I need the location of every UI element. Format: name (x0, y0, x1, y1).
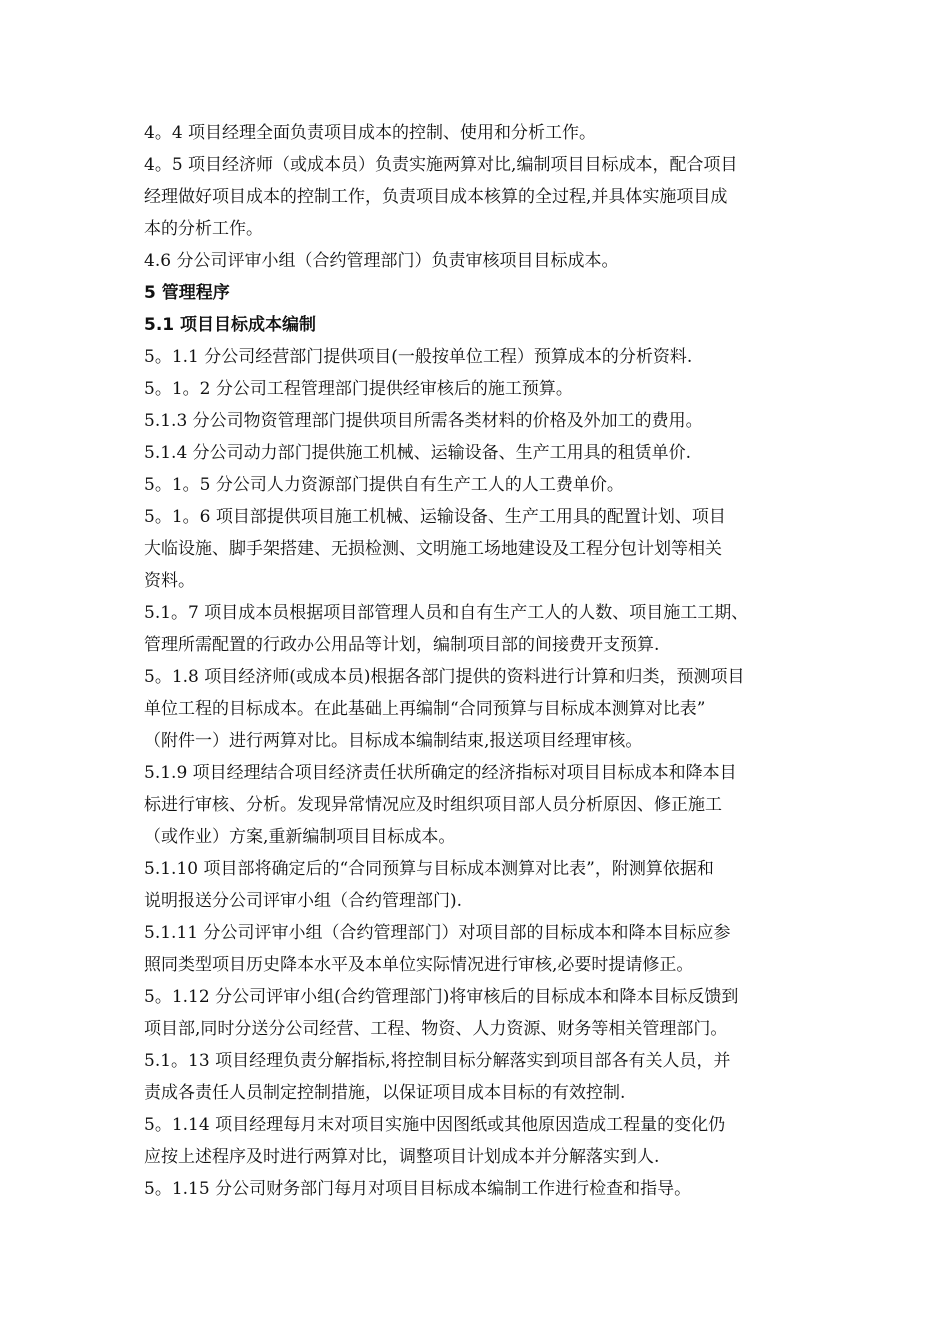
paragraph (144, 1173, 809, 1205)
text-line: 本的分析工作。 (144, 219, 263, 239)
text-line: （附件一）进行两算对比。目标成本编制结束,报送项目经理审核。 (144, 731, 643, 751)
text-line: 大临设施、脚手架搭建、无损检测、文明施工场地建设及工程分包计划等相关 (144, 539, 722, 559)
text-line: 项目部,同时分送分公司经营、工程、物资、人力资源、财务等相关管理部门。 (144, 1019, 728, 1039)
paragraph (144, 149, 809, 245)
text-line: 5。1。5 分公司人力资源部门提供自有生产工人的人工费单价。 (144, 475, 624, 495)
text-line: 说明报送分公司评审小组（合约管理部门). (144, 891, 463, 911)
document-body (144, 117, 809, 1205)
section-heading (144, 309, 809, 341)
text-line: 5.1。7 项目成本员根据项目部管理人员和自有生产工人的人数、项目施工工期、 (144, 603, 749, 623)
text-line: 5。1.1 分公司经营部门提供项目(一般按单位工程）预算成本的分析资料. (144, 347, 693, 367)
paragraph (144, 405, 809, 437)
paragraph (144, 757, 809, 853)
text-line: 5 管理程序 (144, 283, 230, 303)
paragraph (144, 341, 809, 373)
text-line: 5。1。6 项目部提供项目施工机械、运输设备、生产工用具的配置计划、项目 (144, 507, 726, 527)
text-line: 应按上述程序及时进行两算对比，调整项目计划成本并分解落实到人. (144, 1147, 660, 1167)
paragraph (144, 437, 809, 469)
text-line: 5.1.3 分公司物资管理部门提供项目所需各类材料的价格及外加工的费用。 (144, 411, 703, 431)
text-line: 责成各责任人员制定控制措施，以保证项目成本目标的有效控制. (144, 1083, 626, 1103)
paragraph (144, 469, 809, 501)
text-line: 5。1.15 分公司财务部门每月对项目目标成本编制工作进行检查和指导。 (144, 1179, 692, 1199)
text-line: 5.1.10 项目部将确定后的“合同预算与目标成本测算对比表”，附测算依据和 (144, 859, 714, 879)
text-line: （或作业）方案,重新编制项目目标成本。 (144, 827, 456, 847)
text-line: 管理所需配置的行政办公用品等计划，编制项目部的间接费开支预算. (144, 635, 660, 655)
paragraph (144, 597, 809, 661)
text-line: 5.1.9 项目经理结合项目经济责任状所确定的经济指标对项目目标成本和降本目 (144, 763, 737, 783)
paragraph (144, 853, 809, 917)
text-line: 4。5 项目经济师（或成本员）负责实施两算对比,编制项目目标成本，配合项目 (144, 155, 738, 175)
text-line: 照同类型项目历史降本水平及本单位实际情况进行审核,必要时提请修正。 (144, 955, 694, 975)
text-line: 5.1.11 分公司评审小组（合约管理部门）对项目部的目标成本和降本目标应参 (144, 923, 731, 943)
paragraph (144, 1045, 809, 1109)
text-line: 单位工程的目标成本。在此基础上再编制“合同预算与目标成本测算对比表” (144, 699, 706, 719)
paragraph (144, 981, 809, 1045)
text-line: 标进行审核、分析。发现异常情况应及时组织项目部人员分析原因、修正施工 (144, 795, 722, 815)
text-line: 5。1.8 项目经济师(或成本员)根据各部门提供的资料进行计算和归类，预测项目 (144, 667, 745, 687)
text-line: 5.1 项目目标成本编制 (144, 315, 317, 335)
paragraph (144, 245, 809, 277)
text-line: 资料。 (144, 571, 195, 591)
text-line: 5。1.12 分公司评审小组(合约管理部门)将审核后的目标成本和降本目标反馈到 (144, 987, 739, 1007)
text-line: 5.1.4 分公司动力部门提供施工机械、运输设备、生产工用具的租赁单价. (144, 443, 692, 463)
text-line: 4.6 分公司评审小组（合约管理部门）负责审核项目目标成本。 (144, 251, 619, 271)
text-line: 4。4 项目经理全面负责项目成本的控制、使用和分析工作。 (144, 123, 597, 143)
paragraph (144, 661, 809, 757)
paragraph (144, 501, 809, 597)
paragraph (144, 117, 809, 149)
text-line: 5。1。2 分公司工程管理部门提供经审核后的施工预算。 (144, 379, 573, 399)
paragraph (144, 917, 809, 981)
paragraph (144, 373, 809, 405)
text-line: 经理做好项目成本的控制工作，负责项目成本核算的全过程,并具体实施项目成 (144, 187, 728, 207)
section-heading (144, 277, 809, 309)
paragraph (144, 1109, 809, 1173)
text-line: 5.1。13 项目经理负责分解指标,将控制目标分解落实到项目部各有关人员，并 (144, 1051, 731, 1071)
text-line: 5。1.14 项目经理每月末对项目实施中因图纸或其他原因造成工程量的变化仍 (144, 1115, 726, 1135)
